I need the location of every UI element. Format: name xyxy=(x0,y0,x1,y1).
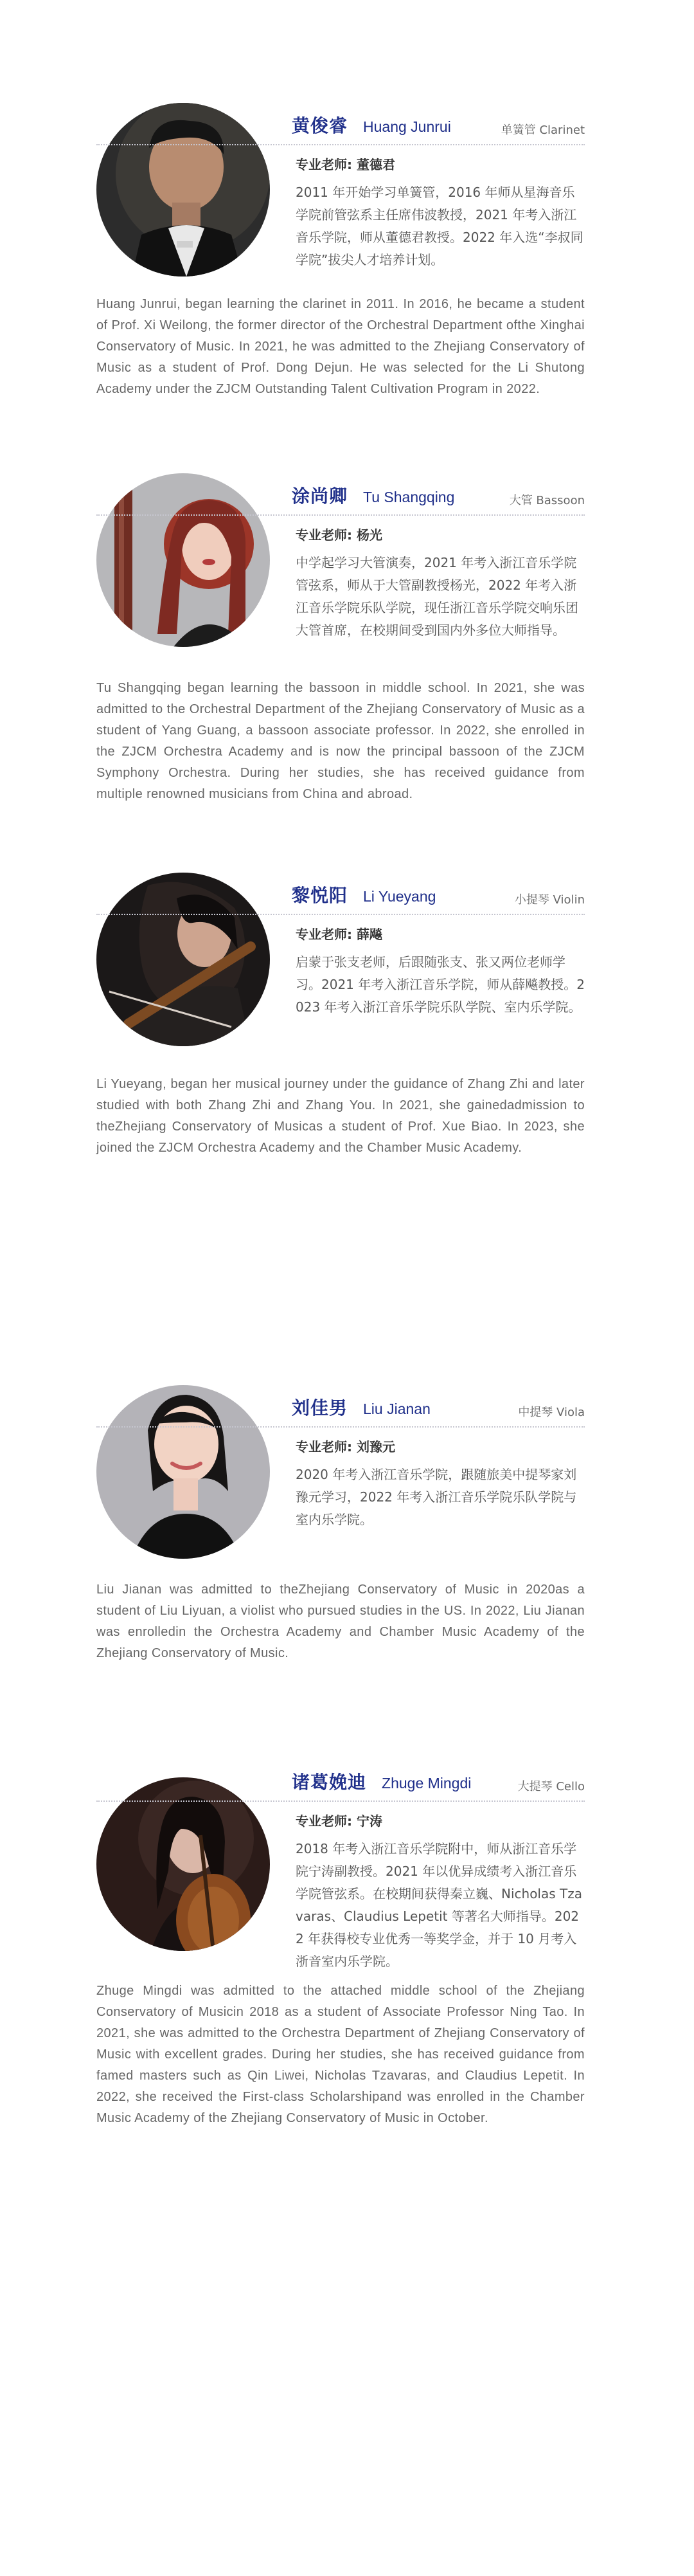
name-english: Liu Jianan xyxy=(363,1401,431,1417)
name-chinese: 黎悦阳 xyxy=(292,885,348,906)
name-english: Tu Shangqing xyxy=(363,489,455,505)
name-chinese: 刘佳男 xyxy=(292,1397,348,1419)
bio-chinese: 中学起学习大管演奏，2021 年考入浙江音乐学院管弦系，师从于大管副教授杨光，2022 年考入浙江音乐学院乐队学院，现任浙江音乐学院交响乐团大管首席，在校期间受到国内外多位大师指导。 xyxy=(296,555,578,638)
bio-chinese: 2018 年考入浙江音乐学院附中，师从浙江音乐学院宁涛副教授。2021 年以优异成绩考入浙江音乐学院管弦系。在校期间获得秦立巍、Nicholas Tzavaras、Claudius Lepetit 等著名大师指导。2022 年获得校专业优秀一等奖学金，并于 10 月考入浙音室内乐学院。 xyxy=(296,1841,582,1969)
name-english: Huang Junrui xyxy=(363,118,451,135)
profile-heading xyxy=(292,108,585,138)
bio-english: Zhuge Mingdi was admitted to the attached middle school of the Zhejiang Conservatory of Musicin 2018 as a student of Associate Professor Ning Tao. In 2021, she was admitted to the Orchestra Department of Zhejiang Conservatory of Music with excellent grades. During her studies, she has received guidance from famed masters such as Qin Liwei, Nicholas Tzavaras, and Claudius Lepetit. In 2022, she received the First-class Scholarshipand was enrolled in the Chamber Music Academy of the Zhejiang Conservatory of Music in October. xyxy=(96,1984,585,2125)
teacher-label: 专业老师: 刘豫元 xyxy=(296,1439,395,1455)
bio-english: Huang Junrui, began learning the clarinet in 2011. In 2016, he became a student of Prof. Xi Weilong, the former director of the Orchestral Department ofthe Xinghai Conservatory of Music. In 2021, he was admitted to the Zhejiang Conservatory of Music as a student of Prof. Dong Dejun. He was selected for the Li Shutong Academy under the ZJCM Outstanding Talent Cultivation Program in 2022. xyxy=(96,297,585,396)
instrument-label: 中提琴 Viola xyxy=(518,1406,585,1419)
name-chinese: 诸葛娩迪 xyxy=(292,1772,367,1793)
bio-english: Li Yueyang, began her musical journey under the guidance of Zhang Zhi and later studied with both Zhang Zhi and Zhang You. In 2021, she gainedadmission to theZhejiang Conservatory of Musicas a student of Prof. Xue Biao. In 2023, she joined the ZJCM Orchestra Academy and the Chamber Music Academy. xyxy=(96,1077,585,1155)
name-group xyxy=(292,112,451,138)
name-group xyxy=(292,1394,431,1420)
bio-english: Liu Jianan was admitted to theZhejiang Conservatory of Music in 2020as a student of Liu Liyuan, a violist who pursued studies in the US. In 2022, Liu Jianan was enrolledin the Orchestra Academy and Chamber Music Academy of the Zhejiang Conservatory of Music. xyxy=(96,1583,585,1660)
teacher-label: 专业老师: 杨光 xyxy=(296,527,382,543)
instrument-label: 大管 Bassoon xyxy=(509,494,585,507)
name-english: Zhuge Mingdi xyxy=(382,1775,472,1791)
profile-heading xyxy=(292,1764,585,1794)
bio-chinese: 2011 年开始学习单簧管，2016 年师从星海音乐学院前管弦系主任席伟波教授，2021 年考入浙江音乐学院，师从董德君教授。2022 年入选“李叔同学院”拔尖人才培养计划。 xyxy=(296,185,583,268)
bio-chinese: 启蒙于张支老师，后跟随张支、张又两位老师学习。2021 年考入浙江音乐学院，师从薛飚教授。2023 年考入浙江音乐学院乐队学院、室内乐学院。 xyxy=(296,954,585,1015)
name-group xyxy=(292,882,436,907)
instrument-label: 单簧管 Clarinet xyxy=(501,123,585,137)
avatar-huang-junrui xyxy=(96,103,270,277)
profile-heading xyxy=(292,878,585,907)
instrument-label: 大提琴 Cello xyxy=(517,1780,585,1793)
name-group xyxy=(292,482,454,508)
instrument-label: 小提琴 Violin xyxy=(514,893,585,907)
avatar-liu-jianan xyxy=(96,1385,270,1559)
avatar-zhuge-mingdi xyxy=(96,1777,270,1951)
name-english: Li Yueyang xyxy=(363,888,436,905)
bio-english: Tu Shangqing began learning the bassoon in middle school. In 2021, she was admitted to the Orchestral Department of the Zhejiang Conservatory of Music as a student of Yang Guang, a bassoon associate professor. In 2022, she enrolled in the ZJCM Orchestra Academy and is now the principal bassoon of the ZJCM Symphony Orchestra. During her studies, she has received guidance from multiple renowned musicians from China and abroad. xyxy=(96,681,585,801)
teacher-label: 专业老师: 宁涛 xyxy=(296,1813,382,1829)
teacher-label: 专业老师: 薛飚 xyxy=(296,927,382,942)
bio-chinese: 2020 年考入浙江音乐学院，跟随旅美中提琴家刘豫元学习，2022 年考入浙江音乐学院乐队学院与室内乐学院。 xyxy=(296,1467,577,1527)
teacher-label: 专业老师: 董德君 xyxy=(296,157,395,172)
name-group xyxy=(292,1768,471,1794)
profile-heading xyxy=(292,478,585,508)
avatar-li-yueyang xyxy=(96,873,270,1046)
avatar-tu-shangqing xyxy=(96,473,270,647)
name-chinese: 黄俊睿 xyxy=(292,115,348,136)
profile-heading xyxy=(292,1390,585,1420)
name-chinese: 涂尚卿 xyxy=(292,485,348,507)
